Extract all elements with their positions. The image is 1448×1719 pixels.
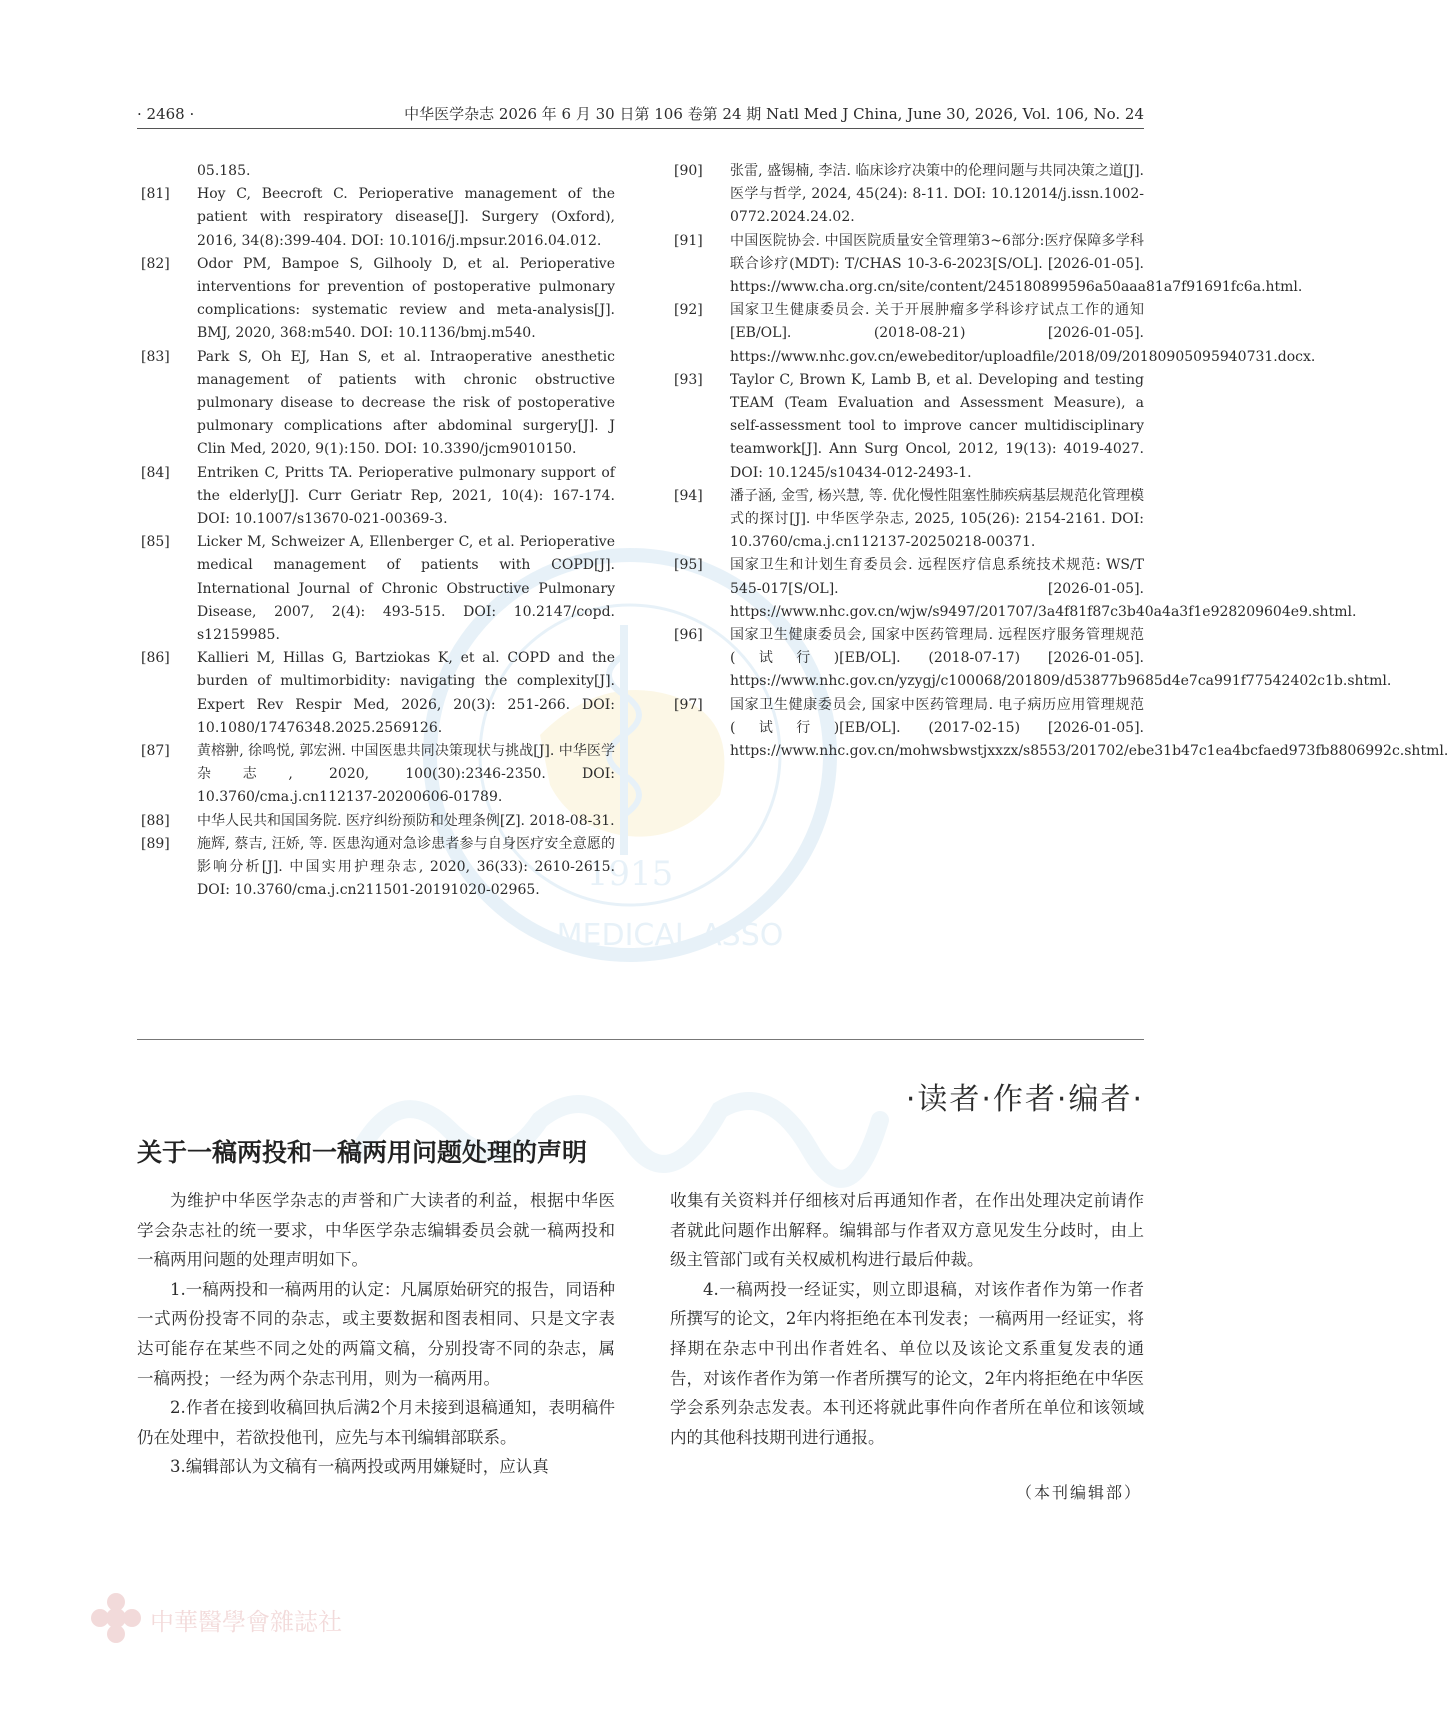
notice-paragraph: 2.作者在接到收稿回执后满2个月未接到退稿通知，表明稿件仍在处理中，若欲投他刊，应先与本刊编辑部联系。 (137, 1398, 615, 1447)
publisher-logo-text: 中華醫學會雜誌社 (150, 1608, 342, 1636)
flower-logo-icon (88, 1590, 144, 1646)
reference-item: [81] Hoy C, Beecroft C. Perioperative management of the patient with respiratory disease[J]. Surgery (Oxford), 2016, 34(8):399-404. DOI: 10.1016/j.mpsur.2016.04.012. (141, 186, 615, 249)
notice-paragraph: 4.一稿两投一经证实，则立即退稿，对该作者作为第一作者所撰写的论文，2年内将拒绝在本刊发表；一稿两用一经证实，将择期在杂志中刊出作者姓名、单位以及该论文系重复发表的通告，对该作者作为第一作者所撰写的论文，2年内将拒绝在中华医学会系列杂志发表。本刊还将就此事件向作者所在单位和该领域内的其他科技期刊进行通报。 (670, 1279, 1144, 1447)
seal-year: 1915 (586, 854, 674, 894)
editorial-signature: （本刊编辑部） (1015, 1483, 1142, 1502)
reference-item: [86] Kallieri M, Hillas G, Bartziokas K, et al. COPD and the burden of multimorbidity: navigating the complexity[J]. Expert Rev Respir Med, 2026, 20(3): 251-266. DOI: 10.1080/17476348.2025.2569126. (141, 650, 615, 736)
references-right-column (670, 160, 1448, 763)
reference-item: [87] 黄榕翀, 徐鸣悦, 郭宏洲. 中国医患共同决策现状与挑战[J]. 中华医学杂志, 2020, 100(30):2346-2350. DOI: 10.3760/cma.j.cn112137-20200606-01789. (141, 743, 615, 806)
reference-item: [91] 中国医院协会. 中国医院质量安全管理第3~6部分:医疗保障多学科联合诊疗(MDT): T/CHAS 10-3-6-2023[S/OL]. [2026-01-05]. https://www.cha.org.cn/site/content/245180899596a50aaa81a7f91691fc6a.html. (674, 232, 1303, 296)
reference-item: [89] 施辉, 蔡吉, 汪娇, 等. 医患沟通对急诊患者参与自身医疗安全意愿的影响分析[J]. 中国实用护理杂志, 2020, 36(33): 2610-2615. DOI: 10.3760/cma.j.cn211501-20191020-02965. (141, 835, 615, 899)
reference-item: [92] 国家卫生健康委员会. 关于开展肿瘤多学科诊疗试点工作的通知[EB/OL]. (2018-08-21) [2026-01-05]. https://www.nhc.gov.cn/ewebeditor/uploadfile/2018/09/20180905095940731.docx. (674, 302, 1316, 365)
seal-text: MEDICAL ASSO (556, 918, 784, 953)
page-header (137, 104, 1144, 129)
reference-item: [82] Odor PM, Bampoe S, Gilhooly D, et al. Perioperative interventions for prevention of postoperative pulmonary complications: systematic review and meta-analysis[J]. BMJ, 2020, 368:m540. DOI: 10.1136/bmj.m540. (141, 255, 615, 342)
reference-item: [95] 国家卫生和计划生育委员会. 远程医疗信息系统技术规范: WS/T 545-017[S/OL]. [2026-01-05]. https://www.nhc.gov.cn/wjw/s9497/201707/3a4f81f87c3b40a4a3f1e928209604e9.shtml. (674, 557, 1357, 620)
notice-paragraph: 3.编辑部认为文稿有一稿两投或两用嫌疑时，应认真 (170, 1457, 549, 1477)
journal-info: 中华医学杂志 2026 年 6 月 30 日第 106 卷第 24 期 Natl Med J China, June 30, 2026, Vol. 106, No. 24 (404, 105, 1144, 123)
reference-item: [97] 国家卫生健康委员会, 国家中医药管理局. 电子病历应用管理规范(试行)[EB/OL]. (2017-02-15) [2026-01-05]. https://www.nhc.gov.cn/mohwsbwstjxxzx/s8553/201702/ebe31b47c1ea4bcfaed973fb8806992c.shtml. (674, 696, 1448, 760)
notice-right-column (670, 1186, 1144, 1452)
notice-paragraph: 收集有关资料并仔细核对后再通知作者，在作出处理决定前请作者就此问题作出解释。编辑部与作者双方意见发生分歧时，由上级主管部门或有关权威机构进行最后仲裁。 (670, 1191, 1144, 1270)
page-number: · 2468 · (137, 105, 195, 123)
reference-item: [93] Taylor C, Brown K, Lamb B, et al. Developing and testing TEAM (Team Evaluation and Assessment Measure), a self-assessment tool to improve cancer multidisciplinary teamwork[J]. Ann Surg Oncol, 2012, 19(13): 4019-4027. DOI: 10.1245/s10434-012-2493-1. (674, 371, 1144, 481)
section-divider (137, 1039, 1144, 1040)
reference-item: 05.185. (197, 163, 251, 179)
article-title: 关于一稿两投和一稿两用问题处理的声明 (137, 1138, 588, 1167)
reference-item: [84] Entriken C, Pritts TA. Perioperative pulmonary support of the elderly[J]. Curr Geriatr Rep, 2021, 10(4): 167-174. DOI: 10.1007/s13670-021-00369-3. (141, 464, 615, 528)
publisher-logo (88, 1590, 648, 1646)
section-label: ·读者·作者·编者· (905, 1082, 1144, 1117)
reference-item: [85] Licker M, Schweizer A, Ellenberger C, et al. Perioperative medical management of patients with COPD[J]. International Journal of Chronic Obstructive Pulmonary Disease, 2007, 2(4): 493-515. DOI: 10.2147/copd. s12159985. (141, 534, 615, 644)
notice-paragraph: 为维护中华医学杂志的声誉和广大读者的利益，根据中华医学会杂志社的统一要求，中华医学杂志编辑委员会就一稿两投和一稿两用问题的处理声明如下。 (137, 1191, 615, 1270)
references-left-column (137, 160, 615, 903)
reference-item: [96] 国家卫生健康委员会, 国家中医药管理局. 远程医疗服务管理规范(试行)[EB/OL]. (2018-07-17) [2026-01-05]. https://www.nhc.gov.cn/yzygj/c100068/201809/d53877b9685d4e7ca991f77542402c1b.shtml. (674, 627, 1392, 690)
notice-paragraph: 1.一稿两投和一稿两用的认定：凡属原始研究的报告，同语种一式两份投寄不同的杂志，或主要数据和图表相同、只是文字表达可能存在某些不同之处的两篇文稿，分别投寄不同的杂志，属一稿两投；一经为两个杂志刊用，则为一稿两用。 (137, 1279, 615, 1388)
reference-item: [90] 张雷, 盛锡楠, 李洁. 临床诊疗决策中的伦理问题与共同决策之道[J]. 医学与哲学, 2024, 45(24): 8-11. DOI: 10.12014/j.issn.1002-0772.2024.24.02. (674, 163, 1144, 226)
notice-left-column (137, 1186, 615, 1482)
reference-item: [88] 中华人民共和国国务院. 医疗纠纷预防和处理条例[Z]. 2018-08-31. (141, 812, 615, 829)
reference-item: [94] 潘子涵, 金雪, 杨兴慧, 等. 优化慢性阻塞性肺疾病基层规范化管理模式的探讨[J]. 中华医学杂志, 2025, 105(26): 2154-2161. DOI: 10.3760/cma.j.cn112137-20250218-00371. (674, 487, 1144, 551)
reference-item: [83] Park S, Oh EJ, Han S, et al. Intraoperative anesthetic management of patients with chronic obstructive pulmonary disease to decrease the risk of postoperative pulmonary complications after abdominal surgery[J]. J Clin Med, 2020, 9(1):150. DOI: 10.3390/jcm9010150. (141, 348, 615, 458)
